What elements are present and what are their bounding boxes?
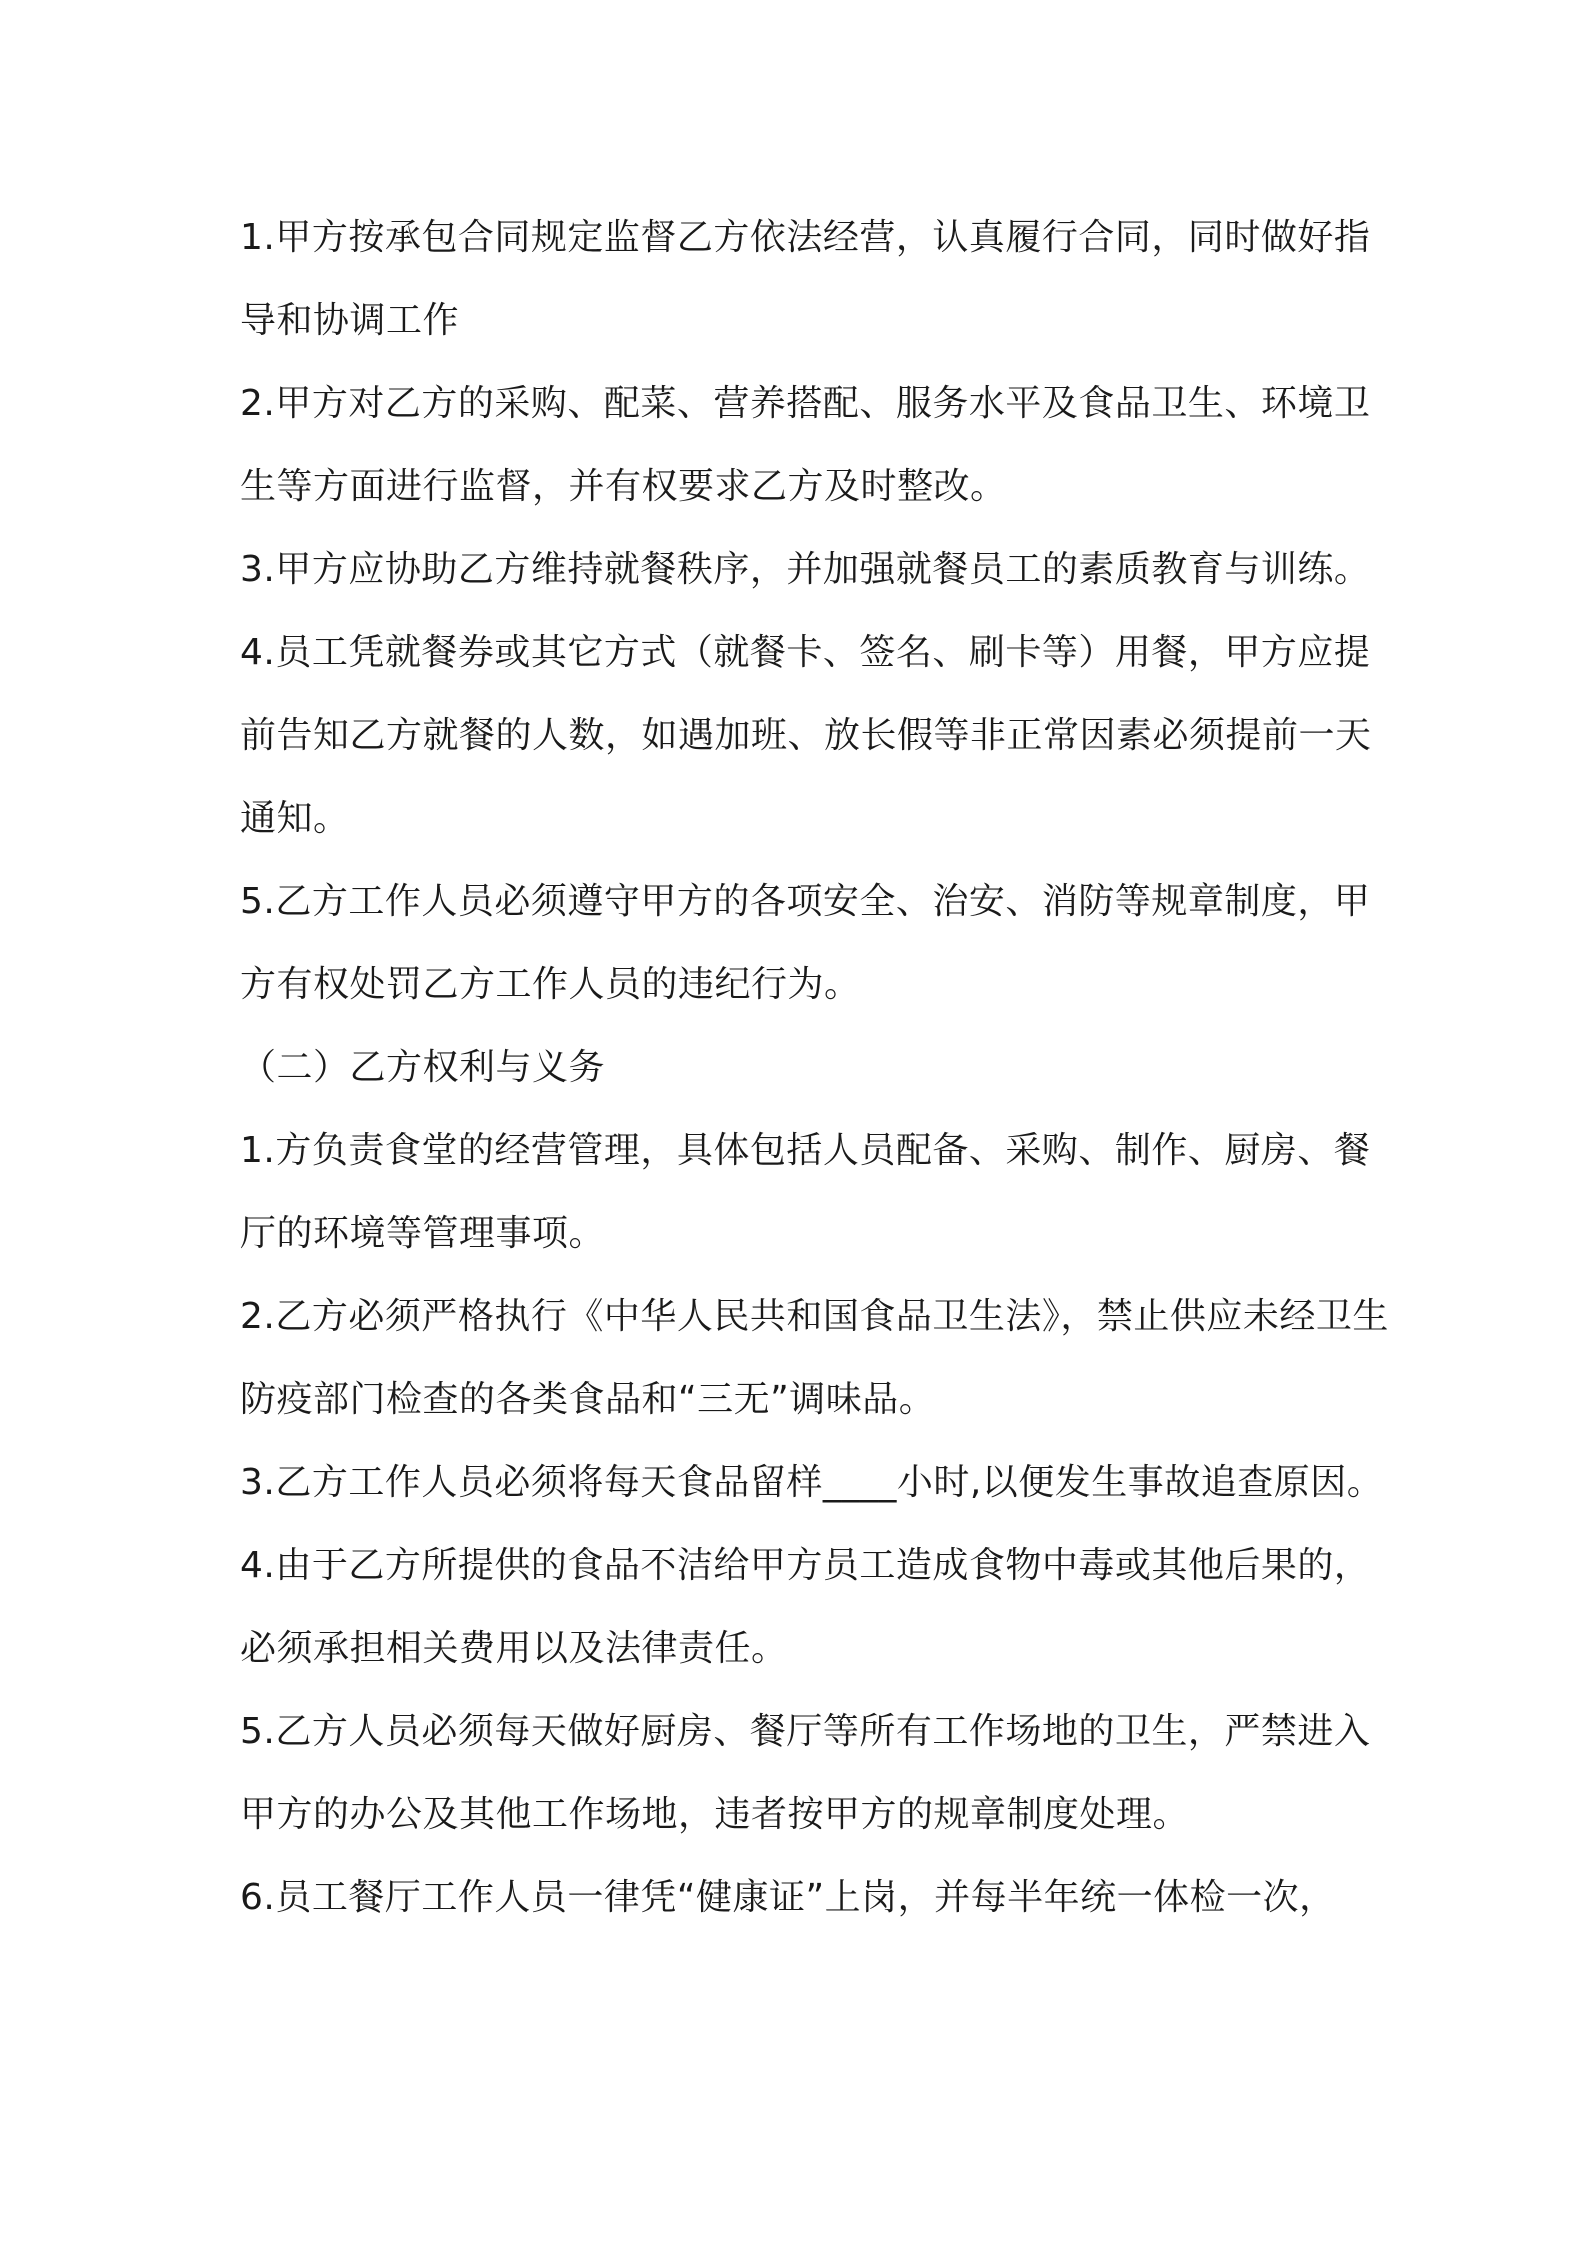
clause-b-2: 2.乙方必须严格执行《中华人民共和国食品卫生法》，禁止供应未经卫生防疫部门检查的各类食品和“三无”调味品。 [240,1296,1389,1420]
clause-a-5: 5.乙方工作人员必须遵守甲方的各项安全、治安、消防等规章制度，甲方有权处罚乙方工作人员的违纪行为。 [240,881,1371,1005]
document-body [240,196,1390,1939]
clause-b-6: 6.员工餐厅工作人员一律凭“健康证”上岗，并每半年统一体检一次， [240,1877,1336,1918]
clause-b-3: 3.乙方工作人员必须将每天食品留样____小时,以便发生事故追查原因。 [240,1462,1384,1503]
clause-b-4: 4.由于乙方所提供的食品不洁给甲方员工造成食物中毒或其他后果的，必须承担相关费用以及法律责任。 [240,1545,1371,1669]
clause-b-1: 1.方负责食堂的经营管理，具体包括人员配备、采购、制作、厨房、餐厅的环境等管理事项。 [240,1130,1371,1254]
clause-a-1: 1.甲方按承包合同规定监督乙方依法经营，认真履行合同，同时做好指导和协调工作 [240,217,1371,341]
clause-b-5: 5.乙方人员必须每天做好厨房、餐厅等所有工作场地的卫生，严禁进入甲方的办公及其他工作场地，违者按甲方的规章制度处理。 [240,1711,1371,1835]
clause-a-4: 4.员工凭就餐券或其它方式（就餐卡、签名、刷卡等）用餐，甲方应提前告知乙方就餐的人数，如遇加班、放长假等非正常因素必须提前一天通知。 [240,632,1372,839]
clause-a-2: 2.甲方对乙方的采购、配菜、营养搭配、服务水平及食品卫生、环境卫生等方面进行监督，并有权要求乙方及时整改。 [240,383,1371,507]
section-heading-party-b: （二）乙方权利与义务 [240,1047,606,1088]
clause-a-3: 3.甲方应协助乙方维持就餐秩序，并加强就餐员工的素质教育与训练。 [240,549,1371,590]
